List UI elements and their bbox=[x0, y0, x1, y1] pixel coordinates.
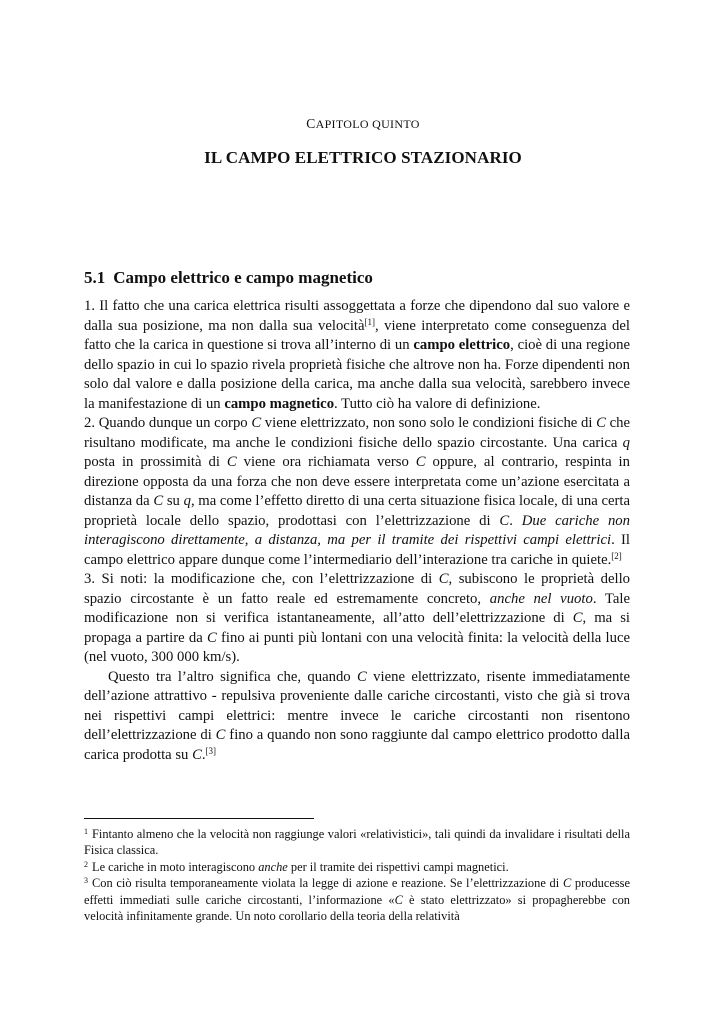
text: fino ai punti più lontani con una velocità finita: la velocità della luce (nel vuoto, 300 000 km/s). bbox=[84, 629, 630, 665]
text: Fintanto almeno che la velocità non raggiunge valori «relativistici», tali quindi da invalidare i risultati della Fisica classica. bbox=[84, 827, 630, 858]
text: . bbox=[509, 512, 522, 529]
symbol-C: C bbox=[153, 493, 164, 509]
text: 1. Il fatto che una carica elettrica risulti assoggettata a forze che dipendono dal suo valore e dalla sua posizione, ma non dalla sua velocità bbox=[84, 298, 630, 334]
text: , ma come l’effetto diretto di una certa situazione fisica locale, di una certa proprietà locale dello spazio, prodottasi con l’elettrizzazione di bbox=[84, 493, 631, 529]
symbol-C: C bbox=[206, 629, 217, 646]
emphasis-text: anche nel vuoto bbox=[489, 590, 593, 607]
text: su bbox=[163, 493, 184, 509]
symbol-q: q bbox=[622, 434, 630, 451]
emphasis-text: Due cariche non interagiscono direttamente, a distanza, ma per il tramite dei rispettivi campi elettrici bbox=[84, 512, 630, 548]
text: , ma si propaga a partire da bbox=[84, 610, 630, 646]
text: . bbox=[201, 746, 206, 763]
symbol-C: C bbox=[215, 727, 226, 743]
symbol-C: C bbox=[499, 512, 510, 529]
text: che risultano modificate, ma anche le condizioni fisiche dello spazio circostante. Una carica bbox=[84, 415, 630, 451]
body-text bbox=[84, 297, 630, 765]
section-heading bbox=[84, 268, 373, 288]
symbol-C: C bbox=[226, 454, 237, 470]
text: Con ciò risulta temporaneamente violata la legge di azione e reazione. Se l’elettrizzazione di bbox=[92, 876, 563, 891]
paragraph-2 bbox=[84, 414, 630, 570]
chapter-label-rest: APITOLO QUINTO bbox=[315, 117, 420, 131]
text: Questo tra l’altro significa che, quando bbox=[108, 668, 358, 685]
text: viene elettrizzato, non sono solo le condizioni fisiche di bbox=[261, 415, 597, 431]
footnotes bbox=[84, 826, 630, 924]
text: 3. Si noti: la modificazione che, con l’elettrizzazione di bbox=[84, 571, 439, 587]
symbol-C: C bbox=[596, 415, 606, 431]
text: oppure, al contrario, respinta in direzione opposta da una forza che non deve essere interpretata come un’azione esercitata a distanza da bbox=[84, 454, 630, 509]
footnote-2 bbox=[84, 859, 630, 875]
symbol-C: C bbox=[251, 415, 262, 431]
symbol-C: C bbox=[438, 571, 449, 587]
text: . Tutto ciò ha valore di definizione. bbox=[334, 395, 541, 412]
text: 2. Quando dunque un corpo bbox=[84, 415, 252, 431]
footnote-3 bbox=[84, 875, 630, 924]
footnote-mark: 2 bbox=[84, 859, 88, 869]
chapter-label bbox=[0, 116, 726, 132]
symbol-C: C bbox=[572, 610, 583, 626]
symbol-q: q bbox=[183, 493, 191, 509]
text: . Tale modificazione non si verifica istantaneamente, all’atto dell’elettrizzazione di bbox=[84, 590, 631, 626]
term-campo-elettrico: campo elettrico bbox=[413, 337, 511, 353]
paragraph-4 bbox=[84, 668, 630, 766]
text: posta in prossimità di bbox=[84, 454, 227, 470]
chapter-title: IL CAMPO ELETTRICO STAZIONARIO bbox=[204, 148, 522, 167]
footnote-1 bbox=[84, 826, 630, 859]
text: fino a quando non sono raggiunte dal campo elettrico prodotto dalla carica prodotta su bbox=[84, 727, 630, 763]
chapter-label-initial: C bbox=[306, 116, 316, 131]
text: , cioè di una regione dello spazio in cui lo spazio rivela proprietà fisiche che altrove non ha. Forze dipendenti non solo dal valore e dalla posizione della carica, ma anche dalla sua velocità, sarebbero invece la manifestazione di un bbox=[84, 337, 631, 412]
paragraph-3 bbox=[84, 570, 630, 668]
emphasis-text: anche bbox=[258, 859, 288, 874]
footnote-divider bbox=[84, 818, 314, 819]
symbol-C: C bbox=[562, 876, 572, 891]
footnote-mark: 3 bbox=[84, 876, 88, 886]
text: producesse effetti immediati sulle cariche circostanti, l’informazione « bbox=[84, 876, 630, 907]
symbol-C: C bbox=[394, 892, 403, 907]
footnote-ref-3[interactable]: [3] bbox=[205, 745, 217, 756]
footnote-ref-2[interactable]: [2] bbox=[611, 550, 622, 561]
text: viene ora richiamata verso bbox=[236, 454, 416, 470]
text: . Il campo elettrico appare dunque come l’intermediario dell’interazione tra cariche in quiete. bbox=[84, 532, 630, 568]
text: per il tramite dei rispettivi campi magnetici. bbox=[287, 859, 509, 874]
symbol-C: C bbox=[192, 746, 202, 763]
text: Le cariche in moto interagiscono bbox=[92, 859, 259, 874]
section-title: Campo elettrico e campo magnetico bbox=[113, 268, 373, 287]
footnote-ref-1[interactable]: [1] bbox=[364, 316, 376, 327]
symbol-C: C bbox=[415, 454, 426, 470]
paragraph-1 bbox=[84, 297, 630, 414]
text: viene elettrizzato, risente immediatamente dell’azione attrattivo - repulsiva proveniente dalle cariche circostanti, visto che già si trova nei rispettivi campi elettrici: mentre invece le cariche circostanti non risentono dell’elettrizzazione di bbox=[84, 668, 630, 743]
symbol-C: C bbox=[357, 668, 367, 685]
text: è stato elettrizzato» si propagherebbe con velocità infinitamente grande. Un noto corollario della teoria della relatività bbox=[84, 892, 630, 924]
section-number: 5.1 bbox=[84, 268, 106, 287]
text: , subiscono le proprietà dello spazio circostante è un fatto reale ed estremamente concreto, bbox=[84, 571, 631, 607]
text: , viene interpretato come conseguenza del fatto che la carica in questione si trova all’interno di un bbox=[84, 317, 630, 353]
term-campo-magnetico: campo magnetico bbox=[224, 395, 335, 412]
footnote-mark: 1 bbox=[84, 827, 88, 836]
